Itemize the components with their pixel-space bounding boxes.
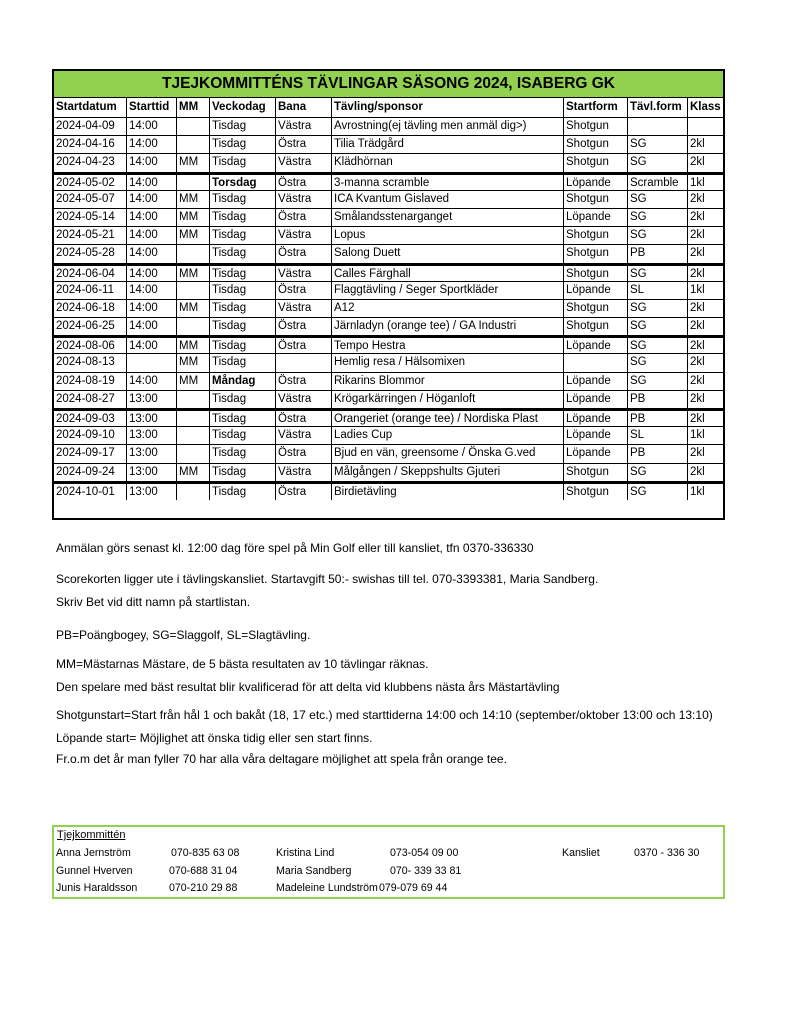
cell-time: 14:00 [127,338,177,353]
cell-klass: 1kl [690,176,705,189]
cell-startform: Löpande [564,175,628,190]
cell-time [127,354,177,371]
cell-time: 14:00 [127,154,177,171]
cell-date: 2024-05-28 [54,245,127,262]
cell-startform: Shotgun [564,266,628,281]
cell-mm: MM [177,464,210,481]
cell-bana: Östra [276,411,332,426]
cell-tavlform: PB [628,445,688,462]
cell-date: 2024-04-16 [54,136,127,153]
cell-mm: MM [177,227,210,244]
header-starttid: Starttid [127,98,177,117]
cell-time: 13:00 [127,445,177,462]
table-row [54,209,723,227]
member-name: Maria Sandberg [276,865,352,877]
cell-klass: 2kl [690,301,705,314]
note-scorecards: Scorekorten ligger ute i tävlingskansliet. Startavgift 50:- swishas till tel. 070-3393381, Maria Sandberg. [56,572,599,586]
cell-startform: Löpande [564,373,628,390]
cell-bana: Östra [276,373,332,390]
cell-mm [177,118,210,135]
cell-tavlform: SG [628,464,688,481]
cell-date: 2024-08-19 [54,373,127,390]
cell-date: 2024-04-09 [54,118,127,135]
member-phone: 070-210 29 88 [169,882,238,894]
cell-day: Tisdag [210,282,276,299]
cell-klass: 1kl [690,429,705,442]
cell-date: 2024-06-11 [54,282,127,299]
cell-date: 2024-06-18 [54,300,127,317]
cell-competition: Salong Duett [332,245,564,262]
cell-bana: Östra [276,209,332,226]
cell-date: 2024-10-01 [54,484,127,500]
cell-tavlform: PB [628,391,688,408]
cell-competition: Rikarins Blommor [332,373,564,390]
cell-time: 14:00 [127,227,177,244]
header-startform: Startform [564,98,628,117]
table-row [54,373,723,391]
cell-tavlform: SL [628,282,688,299]
cell-tavlform: SG [628,191,688,208]
member-phone: 070- 339 33 81 [390,865,462,877]
cell-mm [177,282,210,299]
table-row [54,409,723,427]
table-row [54,445,723,463]
cell-klass: 2kl [690,247,705,260]
cell-competition: Smålandsstenarganget [332,209,564,226]
header-bana: Bana [276,98,332,117]
cell-bana: Västra [276,300,332,317]
cell-bana: Östra [276,338,332,353]
cell-startform: Löpande [564,445,628,462]
cell-time: 14:00 [127,300,177,317]
cell-mm [177,136,210,153]
cell-klass: 2kl [690,413,705,425]
member-name: Kristina Lind [276,847,335,859]
cell-startform: Löpande [564,391,628,408]
member-name: Madeleine Lundström [276,882,378,894]
table-body [54,118,723,500]
cell-day: Tisdag [210,464,276,481]
cell-time: 14:00 [127,209,177,226]
cell-day: Tisdag [210,191,276,208]
cell-klass: 2kl [690,392,705,405]
cell-klass: 2kl [690,465,705,478]
table-row [54,227,723,245]
cell-date: 2024-09-03 [54,411,127,426]
cell-date: 2024-08-27 [54,391,127,408]
cell-tavlform [628,118,688,135]
cell-mm: MM [177,191,210,208]
table-row [54,245,723,263]
cell-bana: Västra [276,118,332,135]
cell-day: Tisdag [210,227,276,244]
committee-box [52,825,725,899]
cell-startform: Löpande [564,209,628,226]
cell-time: 14:00 [127,191,177,208]
cell-tavlform: SG [628,354,688,371]
cell-bana: Västra [276,266,332,281]
cell-startform: Shotgun [564,136,628,153]
cell-date: 2024-09-17 [54,445,127,462]
cell-day: Tisdag [210,300,276,317]
cell-tavlform: SG [628,484,688,500]
cell-mm: MM [177,300,210,317]
cell-startform [564,354,628,371]
cell-klass: 2kl [690,192,705,205]
cell-startform: Löpande [564,338,628,353]
cell-mm [177,445,210,462]
cell-tavlform: SG [628,338,688,353]
cell-bana: Västra [276,464,332,481]
table-row [54,191,723,209]
member-phone: 070-835 63 08 [171,847,240,859]
cell-competition: Calles Färghall [332,266,564,281]
cell-day: Tisdag [210,154,276,171]
cell-klass: 2kl [690,374,705,387]
cell-date: 2024-06-25 [54,318,127,335]
cell-klass [688,118,723,135]
cell-startform: Shotgun [564,484,628,500]
competition-schedule-table [52,69,725,520]
cell-mm: MM [177,266,210,281]
cell-competition: ICA Kvantum Gislaved [332,191,564,208]
cell-time: 13:00 [127,411,177,426]
cell-time: 14:00 [127,373,177,390]
cell-bana [276,354,332,371]
cell-bana: Östra [276,484,332,500]
cell-mm [177,175,210,190]
cell-date: 2024-05-21 [54,227,127,244]
cell-competition: Lopus [332,227,564,244]
cell-bana: Östra [276,282,332,299]
cell-startform: Löpande [564,411,628,426]
cell-time: 14:00 [127,118,177,135]
cell-klass: 2kl [690,229,705,242]
cell-time: 14:00 [127,318,177,335]
cell-competition: Flaggtävling / Seger Sportkläder [332,282,564,299]
cell-tavlform: SG [628,136,688,153]
cell-day: Tisdag [210,411,276,426]
table-row [54,300,723,318]
cell-klass: 2kl [690,267,705,280]
cell-time: 14:00 [127,245,177,262]
cell-bana: Östra [276,318,332,335]
cell-mm: MM [177,338,210,353]
note-abbreviations: PB=Poängbogey, SG=Slaggolf, SL=Slagtävling. [56,628,311,642]
cell-competition: Hemlig resa / Hälsomixen [332,354,564,371]
table-row [54,318,723,336]
cell-mm [177,318,210,335]
header-tavling: Tävling/sponsor [332,98,564,117]
cell-competition: Klädhörnan [332,154,564,171]
cell-competition: 3-manna scramble [332,175,564,190]
cell-mm [177,245,210,262]
table-row [54,336,723,354]
cell-tavlform: PB [628,411,688,426]
cell-tavlform: SL [628,427,688,444]
cell-competition: Bjud en vän, greensome / Önska G.ved [332,445,564,462]
cell-tavlform: PB [628,245,688,262]
cell-bana: Östra [276,245,332,262]
cell-date: 2024-05-14 [54,209,127,226]
cell-tavlform: SG [628,209,688,226]
cell-startform: Shotgun [564,464,628,481]
cell-startform: Shotgun [564,118,628,135]
cell-competition: Tilia Trädgård [332,136,564,153]
cell-day: Måndag [210,373,276,390]
cell-tavlform: SG [628,266,688,281]
table-row [54,391,723,409]
cell-competition: Ladies Cup [332,427,564,444]
cell-day: Tisdag [210,484,276,500]
member-name: Junis Haraldsson [56,882,138,894]
cell-startform: Shotgun [564,191,628,208]
cell-date: 2024-05-02 [54,175,127,190]
cell-competition: A12 [332,300,564,317]
table-row [54,118,723,136]
note-registration: Anmälan görs senast kl. 12:00 dag före spel på Min Golf eller till kansliet, tfn 0370-336330 [56,541,534,555]
cell-competition: Birdietävling [332,484,564,500]
note-shotgun: Shotgunstart=Start från hål 1 och bakåt (18, 17 etc.) med starttiderna 14:00 och 14:10 (september/oktober 13:00 och 13:10) [56,708,713,722]
cell-tavlform: Scramble [628,175,688,190]
table-row [54,354,723,372]
table-row [54,427,723,445]
cell-date: 2024-09-10 [54,427,127,444]
cell-klass: 1kl [690,485,705,498]
cell-startform: Shotgun [564,227,628,244]
note-qualify: Den spelare med bäst resultat blir kvalificerad för att delta vid klubbens nästa års Mästartävling [56,680,560,694]
header-veckodag: Veckodag [210,98,276,117]
cell-startform: Löpande [564,282,628,299]
cell-day: Tisdag [210,209,276,226]
cell-day: Tisdag [210,354,276,371]
table-row [54,482,723,500]
cell-mm: MM [177,373,210,390]
cell-startform: Shotgun [564,154,628,171]
cell-day: Tisdag [210,118,276,135]
cell-bana: Västra [276,154,332,171]
table-row [54,464,723,482]
cell-date: 2024-06-04 [54,266,127,281]
member-phone: 070-688 31 04 [169,865,238,877]
committee-title: Tjejkommittén [57,829,126,841]
cell-day: Tisdag [210,245,276,262]
note-lopande: Löpande start= Möjlighet att önska tidig eller sen start finns. [56,731,373,745]
cell-startform: Shotgun [564,300,628,317]
cell-klass: 2kl [690,340,705,353]
cell-competition: Orangeriet (orange tee) / Nordiska Plast [332,411,564,426]
cell-date: 2024-04-23 [54,154,127,171]
cell-time: 14:00 [127,136,177,153]
cell-bana: Västra [276,427,332,444]
cell-date: 2024-08-13 [54,354,127,371]
cell-date: 2024-08-06 [54,338,127,353]
table-row [54,136,723,154]
cell-klass: 2kl [690,356,705,369]
office-phone: 0370 - 336 30 [634,847,700,859]
header-klass: Klass [690,101,721,113]
note-orange-tee: Fr.o.m det år man fyller 70 har alla våra deltagare möjlighet att spela från orange tee. [56,752,507,766]
cell-date: 2024-09-24 [54,464,127,481]
cell-day: Torsdag [210,175,276,190]
cell-tavlform: SG [628,318,688,335]
cell-day: Tisdag [210,136,276,153]
cell-day: Tisdag [210,391,276,408]
cell-competition: Avrostning(ej tävling men anmäl dig>) [332,118,564,135]
cell-competition: Järnladyn (orange tee) / GA Industri [332,318,564,335]
cell-bana: Västra [276,227,332,244]
table-row [54,282,723,300]
office-label: Kansliet [562,847,600,859]
table-row [54,154,723,172]
member-name: Gunnel Hverven [56,865,133,877]
cell-day: Tisdag [210,318,276,335]
table-row [54,264,723,282]
cell-klass: 2kl [690,447,705,460]
cell-time: 13:00 [127,391,177,408]
cell-time: 13:00 [127,427,177,444]
note-mm: MM=Mästarnas Mästare, de 5 bästa resultaten av 10 tävlingar räknas. [56,657,429,671]
cell-time: 14:00 [127,282,177,299]
cell-day: Tisdag [210,427,276,444]
table-row [54,173,723,191]
cell-mm [177,484,210,500]
cell-competition: Målgången / Skeppshults Gjuteri [332,464,564,481]
member-name: Anna Jernström [56,847,131,859]
cell-mm: MM [177,209,210,226]
cell-tavlform: SG [628,227,688,244]
cell-day: Tisdag [210,445,276,462]
cell-time: 13:00 [127,484,177,500]
cell-mm [177,391,210,408]
cell-klass: 2kl [690,138,705,151]
note-sign: Skriv Bet vid ditt namn på startlistan. [56,595,251,609]
cell-bana: Västra [276,391,332,408]
cell-competition: Krögarkärringen / Höganloft [332,391,564,408]
cell-time: 13:00 [127,464,177,481]
cell-klass: 2kl [690,320,705,333]
cell-bana: Östra [276,136,332,153]
cell-day: Tisdag [210,266,276,281]
table-header [54,98,723,118]
cell-tavlform: SG [628,154,688,171]
member-phone: 079-079 69 44 [379,882,448,894]
cell-bana: Västra [276,191,332,208]
cell-klass: 2kl [690,156,705,169]
cell-bana: Östra [276,445,332,462]
cell-mm [177,427,210,444]
cell-startform: Shotgun [564,245,628,262]
cell-bana: Östra [276,175,332,190]
cell-mm: MM [177,154,210,171]
cell-day: Tisdag [210,338,276,353]
cell-competition: Tempo Hestra [332,338,564,353]
cell-tavlform: SG [628,300,688,317]
header-tavlform: Tävl.form [628,98,688,117]
schedule-title: TJEJKOMMITTÉNS TÄVLINGAR SÄSONG 2024, ISABERG GK [54,71,723,98]
header-startdatum: Startdatum [54,98,127,117]
cell-mm [177,411,210,426]
cell-startform: Löpande [564,427,628,444]
member-phone: 073-054 09 00 [390,847,459,859]
cell-tavlform: SG [628,373,688,390]
header-mm: MM [177,98,210,117]
cell-klass: 1kl [690,283,705,296]
cell-time: 14:00 [127,175,177,190]
cell-mm: MM [177,354,210,371]
cell-date: 2024-05-07 [54,191,127,208]
cell-startform: Shotgun [564,318,628,335]
cell-klass: 2kl [690,210,705,223]
cell-time: 14:00 [127,266,177,281]
